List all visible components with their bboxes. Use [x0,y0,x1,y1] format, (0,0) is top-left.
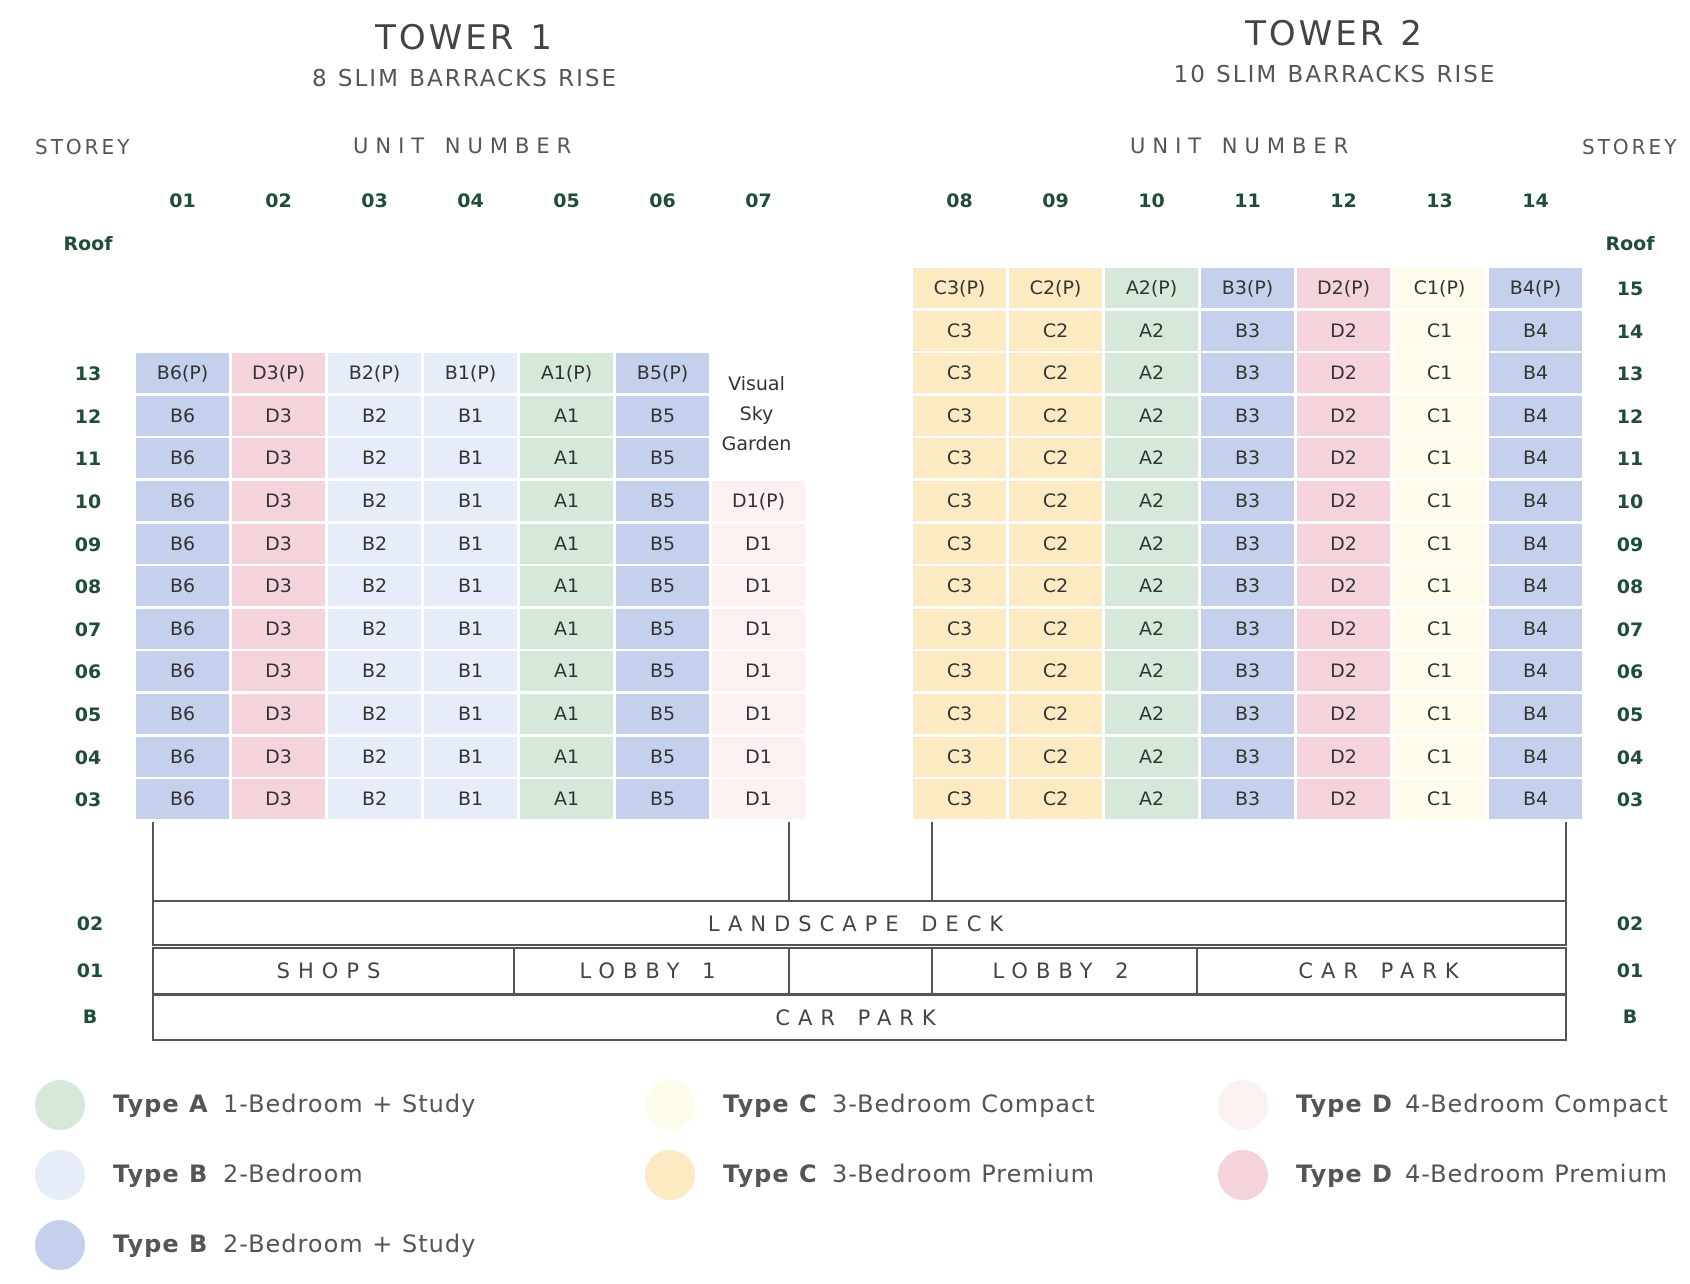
unit-cell-14-11: B4 [1489,438,1582,478]
storey-left-B: B [82,1006,98,1028]
storey-left-05: 05 [74,704,102,726]
unit-cell-02-09: D3 [232,524,325,564]
storey-left-10: 10 [74,491,102,513]
unit-cell-14-07: B4 [1489,609,1582,649]
unit-cell-04-13: B1(P) [424,353,517,393]
shops-label: SHOPS [276,959,389,983]
unit-cell-04-04: B1 [424,737,517,777]
unit-col-06: 06 [649,190,676,212]
unit-col-07: 07 [745,190,772,212]
unit-cell-06-10: B5 [616,481,709,521]
legend-desc-2: 2-Bedroom [223,1160,364,1188]
storey-left-03: 03 [74,789,102,812]
storey-left-08: 08 [74,576,102,599]
tower2-address: 10 SLIM BARRACKS RISE [1173,62,1497,88]
unit-cell-01-09: B6 [136,524,229,564]
unit-cell-12-08: D2 [1297,566,1390,606]
unit-cell-13-10: C1 [1393,481,1486,521]
unit-cell-07-10: D1(P) [712,481,805,521]
sky-garden-line2: Sky [739,403,774,425]
storey-right-07: 07 [1616,618,1644,641]
unit-cell-08-04: C3 [913,737,1006,777]
car-park-01-label: CAR PARK [1298,959,1467,983]
unit-cell-07-09: D1 [712,524,805,564]
lobby1-label: LOBBY 1 [579,959,724,983]
unit-cell-13-05: C1 [1393,694,1486,734]
unit-cell-11-05: B3 [1201,694,1294,734]
unit-cell-14-04: B4 [1489,737,1582,777]
unit-cell-01-04: B6 [136,737,229,777]
unit-cell-08-05: C3 [913,694,1006,734]
unit-cell-02-11: D3 [232,438,325,478]
unit-cell-10-08: A2 [1105,566,1198,606]
storey-right-02: 02 [1616,913,1644,935]
unit-cell-13-14: C1 [1393,311,1486,351]
unit-number-header-right: UNIT NUMBER [1130,134,1356,158]
unit-cell-01-03: B6 [136,779,229,819]
unit-col-01: 01 [169,190,196,212]
storey-right-12: 12 [1616,405,1644,428]
unit-cell-09-03: C2 [1009,779,1102,819]
storey-left-01: 01 [76,960,104,982]
unit-cell-06-04: B5 [616,737,709,777]
unit-cell-09-07: C2 [1009,609,1102,649]
unit-cell-14-15: B4(P) [1489,268,1582,308]
unit-cell-03-05: B2 [328,694,421,734]
legend-type-6: Type D [1296,1090,1393,1118]
unit-cell-09-09: C2 [1009,524,1102,564]
unit-cell-11-06: B3 [1201,651,1294,691]
unit-cell-11-14: B3 [1201,311,1294,351]
unit-col-11: 11 [1234,190,1261,212]
unit-cell-10-13: A2 [1105,353,1198,393]
legend-type-4: Type C [723,1090,818,1118]
unit-cell-05-07: A1 [520,609,613,649]
unit-col-08: 08 [946,190,973,212]
unit-cell-08-14: C3 [913,311,1006,351]
unit-col-14: 14 [1522,190,1549,212]
unit-number-header-left: UNIT NUMBER [353,134,579,158]
unit-cell-06-05: B5 [616,694,709,734]
unit-cell-03-11: B2 [328,438,421,478]
unit-cell-08-13: C3 [913,353,1006,393]
unit-cell-10-03: A2 [1105,779,1198,819]
unit-cell-02-04: D3 [232,737,325,777]
unit-cell-12-12: D2 [1297,396,1390,436]
unit-cell-09-14: C2 [1009,311,1102,351]
unit-cell-01-06: B6 [136,651,229,691]
unit-cell-10-10: A2 [1105,481,1198,521]
unit-cell-07-03: D1 [712,779,805,819]
unit-cell-12-03: D2 [1297,779,1390,819]
unit-cell-14-06: B4 [1489,651,1582,691]
legend-type-2: Type B [113,1160,209,1188]
legend-desc-6: 4-Bedroom Compact [1405,1090,1669,1118]
unit-cell-08-07: C3 [913,609,1006,649]
unit-cell-07-06: D1 [712,651,805,691]
unit-cell-02-07: D3 [232,609,325,649]
unit-cell-03-13: B2(P) [328,353,421,393]
unit-col-13: 13 [1426,190,1453,212]
unit-cell-02-08: D3 [232,566,325,606]
legend-swatch-7 [1218,1150,1268,1200]
unit-cell-04-08: B1 [424,566,517,606]
unit-cell-03-10: B2 [328,481,421,521]
unit-cell-01-05: B6 [136,694,229,734]
unit-cell-06-06: B5 [616,651,709,691]
unit-cell-07-04: D1 [712,737,805,777]
legend-type-1: Type A [113,1090,209,1118]
unit-cell-05-06: A1 [520,651,613,691]
unit-cell-10-06: A2 [1105,651,1198,691]
unit-cell-05-08: A1 [520,566,613,606]
unit-cell-07-07: D1 [712,609,805,649]
unit-cell-04-03: B1 [424,779,517,819]
legend-desc-7: 4-Bedroom Premium [1405,1160,1669,1188]
unit-cell-05-10: A1 [520,481,613,521]
unit-cell-04-10: B1 [424,481,517,521]
unit-cell-13-04: C1 [1393,737,1486,777]
legend-swatch-5 [645,1150,695,1200]
unit-cell-08-08: C3 [913,566,1006,606]
unit-cell-14-10: B4 [1489,481,1582,521]
unit-col-03: 03 [361,190,388,212]
unit-cell-04-07: B1 [424,609,517,649]
storey-left-09: 09 [74,533,102,556]
unit-cell-14-09: B4 [1489,524,1582,564]
unit-cell-12-09: D2 [1297,524,1390,564]
unit-col-12: 12 [1330,190,1357,212]
unit-cell-04-12: B1 [424,396,517,436]
unit-cell-12-14: D2 [1297,311,1390,351]
unit-cell-11-07: B3 [1201,609,1294,649]
unit-cell-01-08: B6 [136,566,229,606]
legend-type-5: Type C [723,1160,818,1188]
unit-col-04: 04 [457,190,484,212]
unit-cell-11-03: B3 [1201,779,1294,819]
unit-cell-11-10: B3 [1201,481,1294,521]
unit-cell-08-10: C3 [913,481,1006,521]
legend-swatch-6 [1218,1080,1268,1130]
unit-cell-09-06: C2 [1009,651,1102,691]
unit-cell-11-12: B3 [1201,396,1294,436]
tower1-title: TOWER 1 [375,18,555,58]
unit-cell-06-09: B5 [616,524,709,564]
unit-cell-04-05: B1 [424,694,517,734]
unit-cell-14-14: B4 [1489,311,1582,351]
unit-cell-14-05: B4 [1489,694,1582,734]
unit-cell-04-11: B1 [424,438,517,478]
roof-label-left: Roof [63,233,113,255]
unit-cell-02-06: D3 [232,651,325,691]
unit-cell-13-12: C1 [1393,396,1486,436]
legend-swatch-4 [645,1080,695,1130]
storey-right-14: 14 [1616,320,1644,343]
storey-right-04: 04 [1616,746,1644,769]
storey-left-07: 07 [74,618,102,641]
unit-cell-08-03: C3 [913,779,1006,819]
unit-cell-11-08: B3 [1201,566,1294,606]
legend-type-7: Type D [1296,1160,1393,1188]
unit-cell-12-04: D2 [1297,737,1390,777]
storey-header-left: STOREY [35,135,133,159]
unit-cell-03-08: B2 [328,566,421,606]
unit-cell-05-04: A1 [520,737,613,777]
legend-type-3: Type B [113,1230,209,1258]
unit-cell-06-08: B5 [616,566,709,606]
unit-col-10: 10 [1138,190,1165,212]
lobby2-label: LOBBY 2 [992,959,1137,983]
unit-cell-12-15: D2(P) [1297,268,1390,308]
legend-desc-3: 2-Bedroom + Study [223,1230,477,1258]
unit-cell-06-12: B5 [616,396,709,436]
unit-cell-04-06: B1 [424,651,517,691]
storey-right-03: 03 [1616,789,1644,812]
storey-right-13: 13 [1616,363,1644,386]
sky-garden-line3: Garden [721,433,792,455]
unit-cell-01-12: B6 [136,396,229,436]
unit-col-05: 05 [553,190,580,212]
sky-garden-line1: Visual [728,373,785,395]
unit-cell-10-14: A2 [1105,311,1198,351]
unit-cell-03-07: B2 [328,609,421,649]
storey-left-04: 04 [74,746,102,769]
unit-cell-12-10: D2 [1297,481,1390,521]
car-park-basement-label: CAR PARK [775,1006,944,1030]
storey-right-10: 10 [1616,491,1644,513]
unit-cell-13-09: C1 [1393,524,1486,564]
unit-cell-13-15: C1(P) [1393,268,1486,308]
unit-cell-09-12: C2 [1009,396,1102,436]
storey-left-02: 02 [76,913,104,935]
unit-col-02: 02 [265,190,292,212]
tower1-address: 8 SLIM BARRACKS RISE [311,66,619,92]
storey-right-01: 01 [1616,960,1644,982]
unit-cell-03-12: B2 [328,396,421,436]
unit-cell-11-15: B3(P) [1201,268,1294,308]
unit-cell-12-07: D2 [1297,609,1390,649]
unit-cell-05-05: A1 [520,694,613,734]
storey-right-05: 05 [1616,704,1644,726]
unit-cell-12-06: D2 [1297,651,1390,691]
unit-cell-09-13: C2 [1009,353,1102,393]
tower2-title: TOWER 2 [1245,14,1425,54]
unit-cell-11-11: B3 [1201,438,1294,478]
unit-cell-13-13: C1 [1393,353,1486,393]
unit-cell-09-10: C2 [1009,481,1102,521]
unit-cell-10-15: A2(P) [1105,268,1198,308]
unit-cell-05-13: A1(P) [520,353,613,393]
unit-cell-11-09: B3 [1201,524,1294,564]
storey-header-right: STOREY [1582,135,1680,159]
unit-cell-02-13: D3(P) [232,353,325,393]
legend-desc-4: 3-Bedroom Compact [832,1090,1096,1118]
unit-cell-10-11: A2 [1105,438,1198,478]
unit-cell-06-07: B5 [616,609,709,649]
unit-cell-13-07: C1 [1393,609,1486,649]
unit-cell-14-08: B4 [1489,566,1582,606]
unit-cell-14-12: B4 [1489,396,1582,436]
unit-cell-14-13: B4 [1489,353,1582,393]
landscape-deck-label: LANDSCAPE DECK [707,912,1012,936]
unit-cell-09-05: C2 [1009,694,1102,734]
roof-label-right: Roof [1605,233,1655,255]
unit-cell-14-03: B4 [1489,779,1582,819]
unit-cell-03-04: B2 [328,737,421,777]
unit-cell-07-05: D1 [712,694,805,734]
unit-cell-02-05: D3 [232,694,325,734]
unit-cell-05-11: A1 [520,438,613,478]
unit-cell-09-15: C2(P) [1009,268,1102,308]
unit-cell-04-09: B1 [424,524,517,564]
unit-cell-06-03: B5 [616,779,709,819]
unit-cell-03-06: B2 [328,651,421,691]
legend-swatch-3 [35,1220,85,1270]
storey-right-09: 09 [1616,533,1644,556]
unit-cell-01-13: B6(P) [136,353,229,393]
unit-cell-08-12: C3 [913,396,1006,436]
unit-cell-01-11: B6 [136,438,229,478]
storey-left-13: 13 [74,363,102,386]
unit-cell-02-03: D3 [232,779,325,819]
legend-desc-5: 3-Bedroom Premium [832,1160,1096,1188]
unit-cell-09-11: C2 [1009,438,1102,478]
unit-cell-12-13: D2 [1297,353,1390,393]
unit-cell-01-10: B6 [136,481,229,521]
unit-cell-13-03: C1 [1393,779,1486,819]
storey-right-08: 08 [1616,576,1644,599]
unit-cell-10-04: A2 [1105,737,1198,777]
unit-cell-10-07: A2 [1105,609,1198,649]
unit-cell-13-06: C1 [1393,651,1486,691]
unit-cell-03-09: B2 [328,524,421,564]
unit-cell-09-04: C2 [1009,737,1102,777]
unit-cell-08-06: C3 [913,651,1006,691]
unit-cell-12-05: D2 [1297,694,1390,734]
unit-cell-05-03: A1 [520,779,613,819]
unit-cell-01-07: B6 [136,609,229,649]
storey-left-12: 12 [74,405,102,428]
legend-swatch-2 [35,1150,85,1200]
unit-cell-11-04: B3 [1201,737,1294,777]
storey-left-06: 06 [74,661,102,684]
unit-cell-07-08: D1 [712,566,805,606]
unit-cell-06-13: B5(P) [616,353,709,393]
unit-cell-08-11: C3 [913,438,1006,478]
unit-cell-05-09: A1 [520,524,613,564]
storey-right-15: 15 [1616,278,1644,300]
storey-right-B: B [1622,1006,1638,1028]
unit-cell-05-12: A1 [520,396,613,436]
unit-cell-13-08: C1 [1393,566,1486,606]
storey-right-06: 06 [1616,661,1644,684]
unit-cell-10-05: A2 [1105,694,1198,734]
unit-cell-08-15: C3(P) [913,268,1006,308]
legend-desc-1: 1-Bedroom + Study [223,1090,477,1118]
unit-cell-11-13: B3 [1201,353,1294,393]
unit-cell-02-10: D3 [232,481,325,521]
unit-cell-10-12: A2 [1105,396,1198,436]
unit-cell-09-08: C2 [1009,566,1102,606]
legend-swatch-1 [35,1080,85,1130]
unit-cell-03-03: B2 [328,779,421,819]
storey-left-11: 11 [74,448,102,471]
unit-cell-12-11: D2 [1297,438,1390,478]
unit-col-09: 09 [1042,190,1069,212]
unit-cell-10-09: A2 [1105,524,1198,564]
unit-cell-13-11: C1 [1393,438,1486,478]
unit-cell-06-11: B5 [616,438,709,478]
unit-cell-02-12: D3 [232,396,325,436]
storey-right-11: 11 [1616,448,1644,471]
unit-cell-08-09: C3 [913,524,1006,564]
